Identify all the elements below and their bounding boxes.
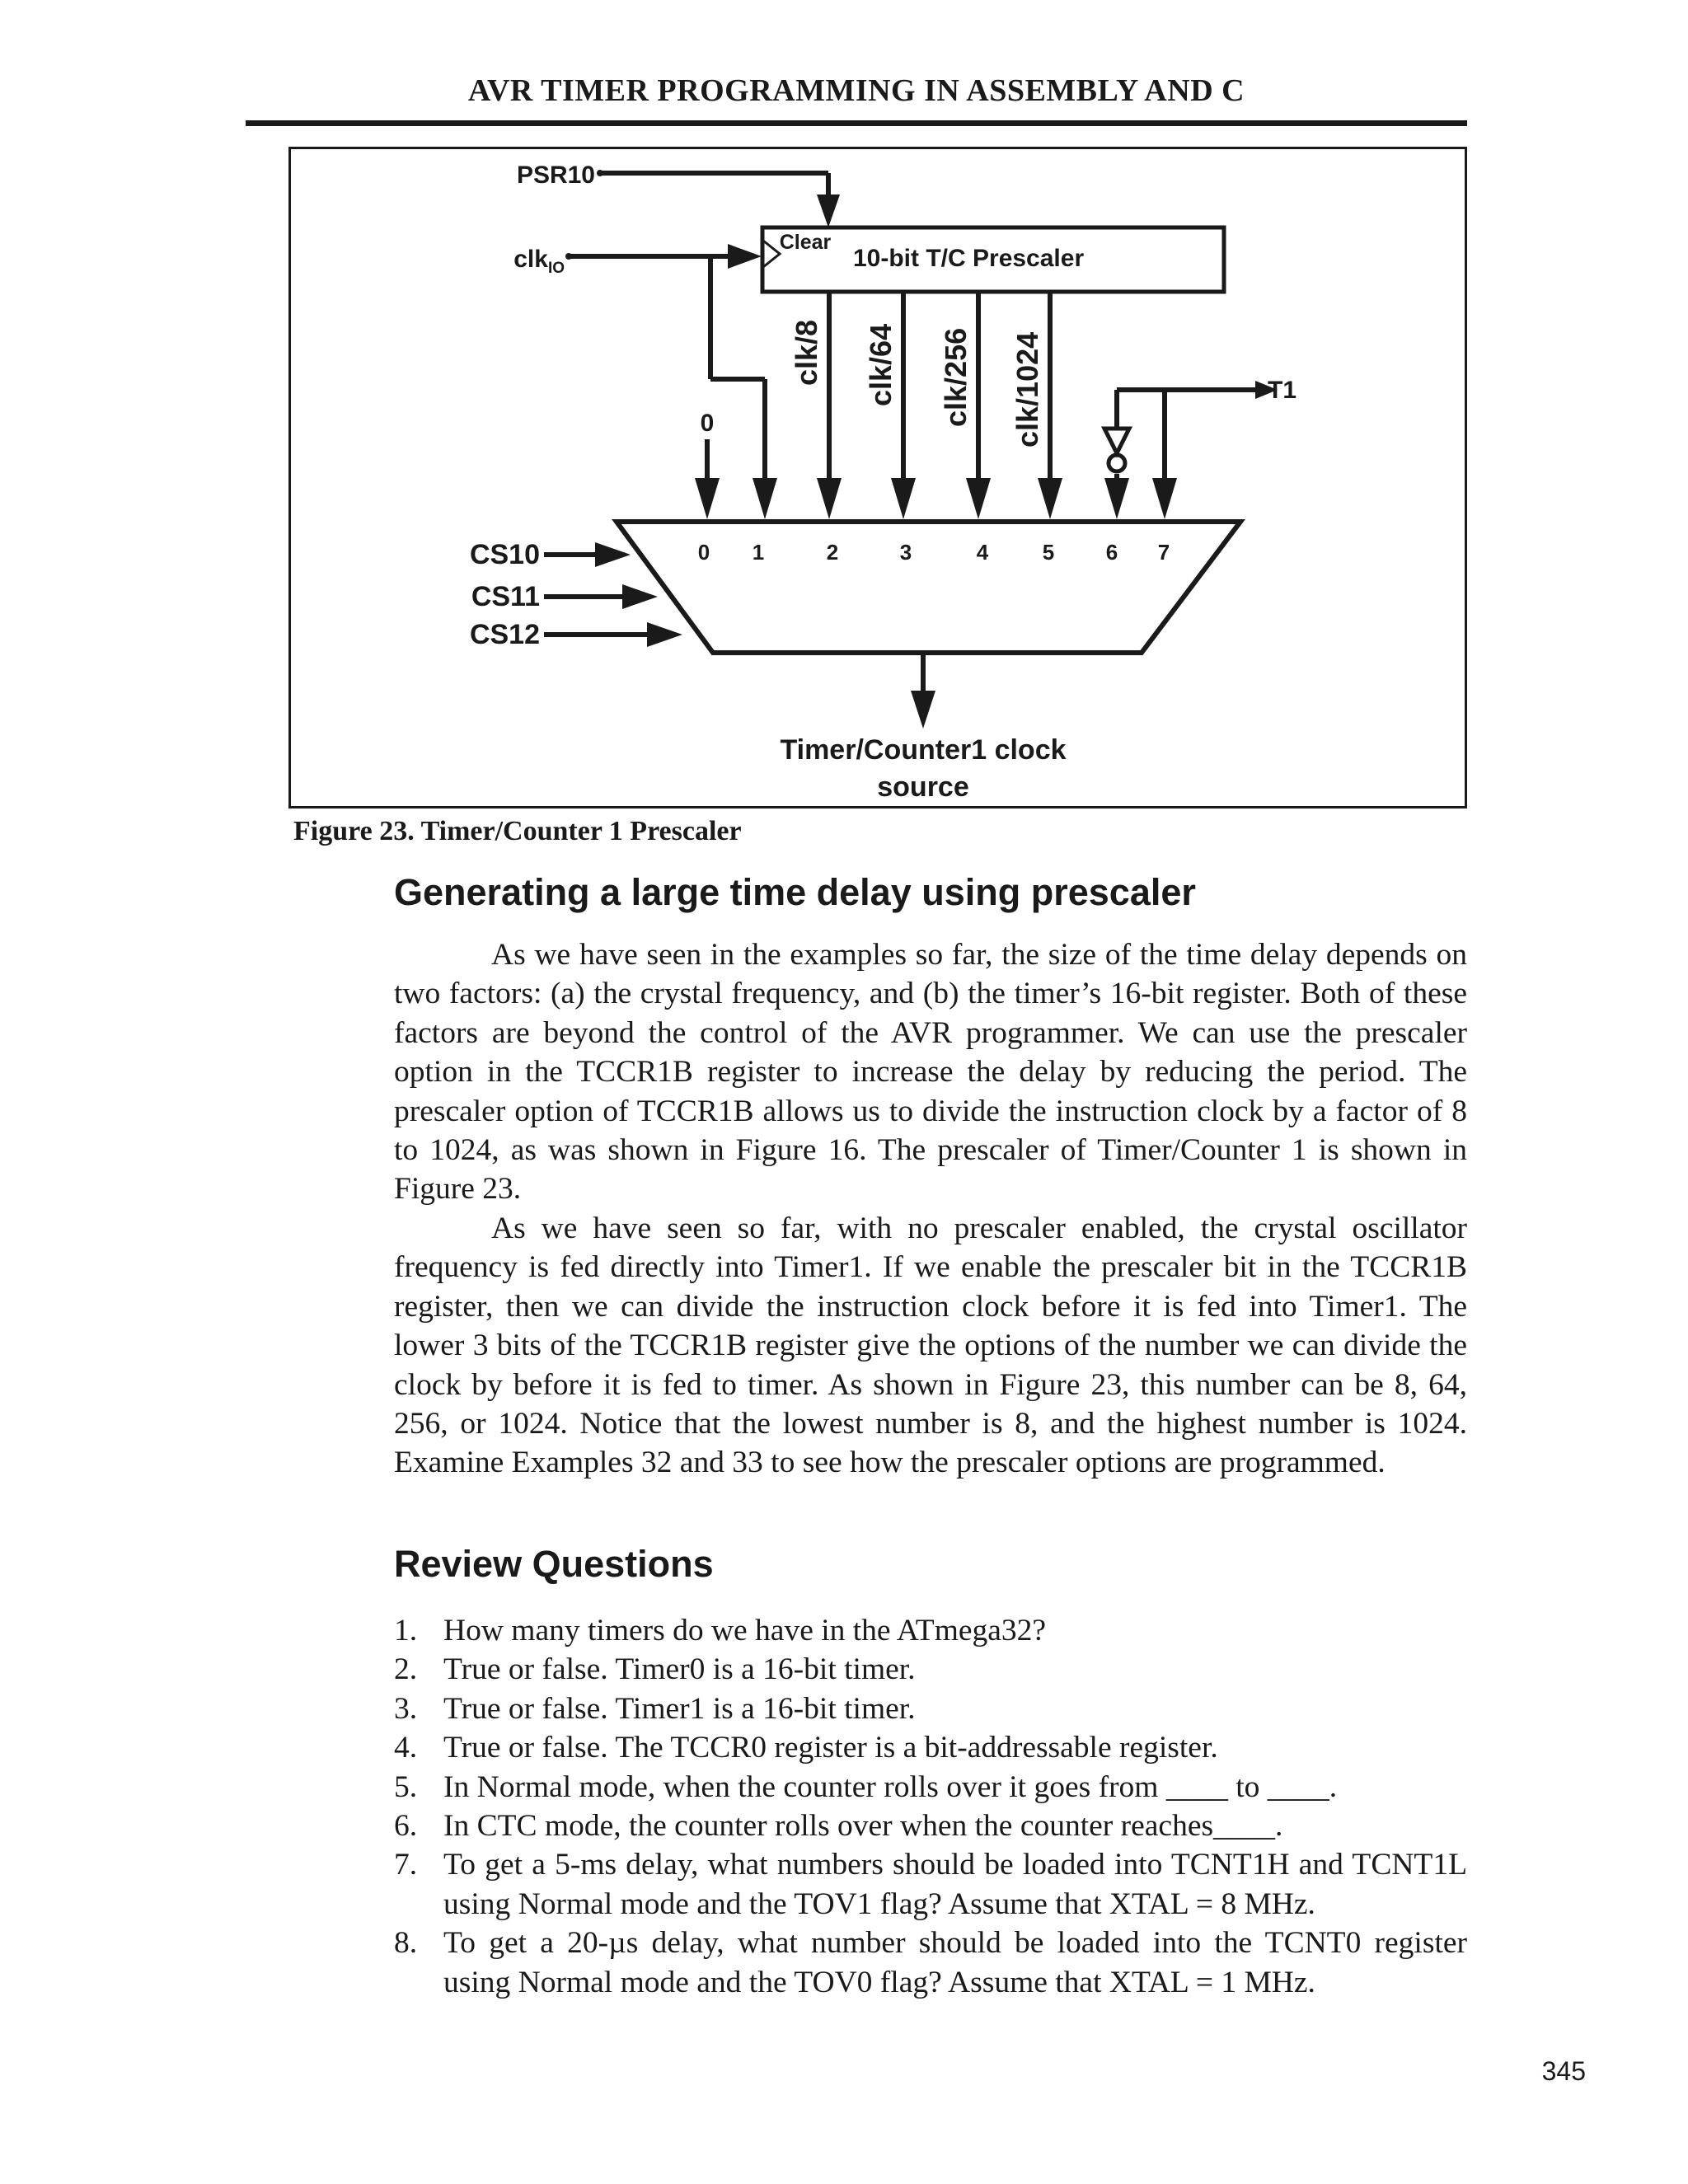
mux-input-label: 5	[1042, 540, 1055, 565]
prescaler-figure	[288, 147, 1467, 808]
output-label-line1: Timer/Counter1 clock	[780, 734, 1067, 766]
review-question	[394, 1650, 1467, 1689]
question-text: True or false. The TCCR0 register is a bit-addressable register.	[443, 1731, 1218, 1765]
inverter	[1104, 429, 1129, 453]
prescaler-label: 10-bit T/C Prescaler	[853, 245, 1085, 272]
clk-label-subscript: IO	[547, 260, 565, 277]
div1024-arrowhead	[1038, 478, 1062, 519]
clk-label-main: clk	[513, 246, 548, 273]
question-number: 2.	[394, 1652, 418, 1687]
cs10-arrowhead	[595, 542, 631, 567]
question-text: To get a 20-µs delay, what number should be loaded into the TCNT0 register using Normal mode and the TOV0 flag? Assume that XTAL = 1 MHz.	[443, 1926, 1467, 1999]
review-question-list	[394, 1611, 1467, 2002]
cs12-arrowhead	[647, 622, 682, 647]
mux-input-label: 3	[899, 540, 912, 565]
cs11-arrowhead	[622, 584, 658, 609]
header-rule	[246, 120, 1467, 126]
clear-label: Clear	[779, 231, 832, 254]
figure-caption: Figure 23. Timer/Counter 1 Prescaler	[293, 816, 742, 846]
mux-input-label: 6	[1105, 540, 1118, 565]
review-question	[394, 1728, 1467, 1767]
clk-io-label	[513, 246, 565, 277]
output-label-line2: source	[877, 771, 969, 803]
div8-arrowhead	[817, 478, 842, 519]
div64-label: clk/64	[864, 323, 898, 406]
mux-input-label: 7	[1157, 540, 1170, 565]
review-question	[394, 1611, 1467, 1650]
div1024-label: clk/1024	[1010, 331, 1044, 448]
review-question	[394, 1768, 1467, 1807]
div64-arrowhead	[891, 478, 916, 519]
question-number: 1.	[394, 1614, 418, 1647]
question-text: How many timers do we have in the ATmega32?	[443, 1614, 1047, 1647]
cs10-label: CS10	[469, 539, 540, 570]
multiplexer	[617, 522, 1240, 653]
review-heading: Review Questions	[394, 1543, 714, 1585]
review-question	[394, 1845, 1467, 1924]
input7-arrowhead	[1152, 478, 1177, 519]
clk-arrowhead	[728, 244, 762, 269]
body-paragraph: As we have seen in the examples so far, the size of the time delay depends on two factors: (a) the crystal frequency, and (b) the timer’s 16-bit register. Both of these factors are beyond the control of the AVR programmer. We can use the prescaler option in the TCCR1B register to increase the delay by reducing the period. The prescaler option of TCCR1B allows us to divide the instruction clock by a factor of 8 to 1024, as was shown in Figure 16. The prescaler of Timer/Counter 1 is shown in Figure 23.	[394, 938, 1467, 1207]
cs12-label: CS12	[469, 619, 540, 650]
question-number: 5.	[394, 1769, 418, 1804]
clock-edge-symbol	[763, 241, 780, 267]
question-text: True or false. Timer0 is a 16-bit timer.	[443, 1652, 916, 1687]
div256-label: clk/256	[939, 327, 973, 427]
question-number: 8.	[394, 1926, 418, 1961]
mux-input-label: 2	[826, 540, 839, 565]
question-number: 4.	[394, 1731, 418, 1765]
input1-arrowhead	[753, 478, 777, 519]
input6-arrowhead	[1104, 478, 1129, 519]
zero-arrowhead	[695, 478, 720, 519]
zero-input-label: 0	[700, 410, 715, 437]
psr10-label: PSR10	[516, 162, 595, 189]
section-heading: Generating a large time delay using prescaler	[394, 871, 1196, 913]
running-head: AVR TIMER PROGRAMMING IN ASSEMBLY AND C	[467, 73, 1245, 108]
output-arrowhead	[911, 691, 935, 729]
body-paragraph: As we have seen so far, with no prescaler enabled, the crystal oscillator frequency is fed directly into Timer1. If we enable the prescaler bit in the TCCR1B register, then we can divide the instruction clock before it is fed into Timer1. The lower 3 bits of the TCCR1B register give the options of the number we can divide the clock by before it is fed to timer. As shown in Figure 23, this number can be 8, 64, 256, or 1024. Notice that the lowest number is 8, and the highest number is 1024. Examine Examples 32 and 33 to see how the prescaler options are programmed.	[394, 1212, 1467, 1480]
page-number: 345	[1541, 2056, 1586, 2086]
div256-arrowhead	[966, 478, 991, 519]
question-text: In CTC mode, the counter rolls over when the counter reaches____.	[443, 1809, 1283, 1844]
question-number: 6.	[394, 1809, 418, 1844]
t1-label: T1	[1268, 377, 1297, 404]
question-number: 7.	[394, 1848, 418, 1882]
question-text: To get a 5-ms delay, what numbers should be loaded into TCNT1H and TCNT1L using Normal mode and the TOV1 flag? Assume that XTAL = 8 MHz.	[443, 1848, 1467, 1921]
clk-terminal	[565, 253, 572, 260]
div8-label: clk/8	[790, 319, 823, 386]
review-question	[394, 1690, 1467, 1728]
question-text: In Normal mode, when the counter rolls over it goes from ____ to ____.	[443, 1769, 1338, 1804]
prescaler-diagram	[288, 147, 1467, 808]
review-question	[394, 1924, 1467, 2002]
mux-input-label: 1	[752, 540, 765, 565]
question-text: True or false. Timer1 is a 16-bit timer.	[443, 1691, 916, 1726]
psr10-arrowhead	[817, 194, 840, 227]
question-number: 3.	[394, 1691, 418, 1726]
review-question	[394, 1807, 1467, 1845]
mux-input-label: 4	[976, 540, 989, 565]
psr10-terminal	[597, 170, 603, 176]
cs11-label: CS11	[471, 581, 540, 612]
mux-input-label: 0	[697, 540, 710, 565]
